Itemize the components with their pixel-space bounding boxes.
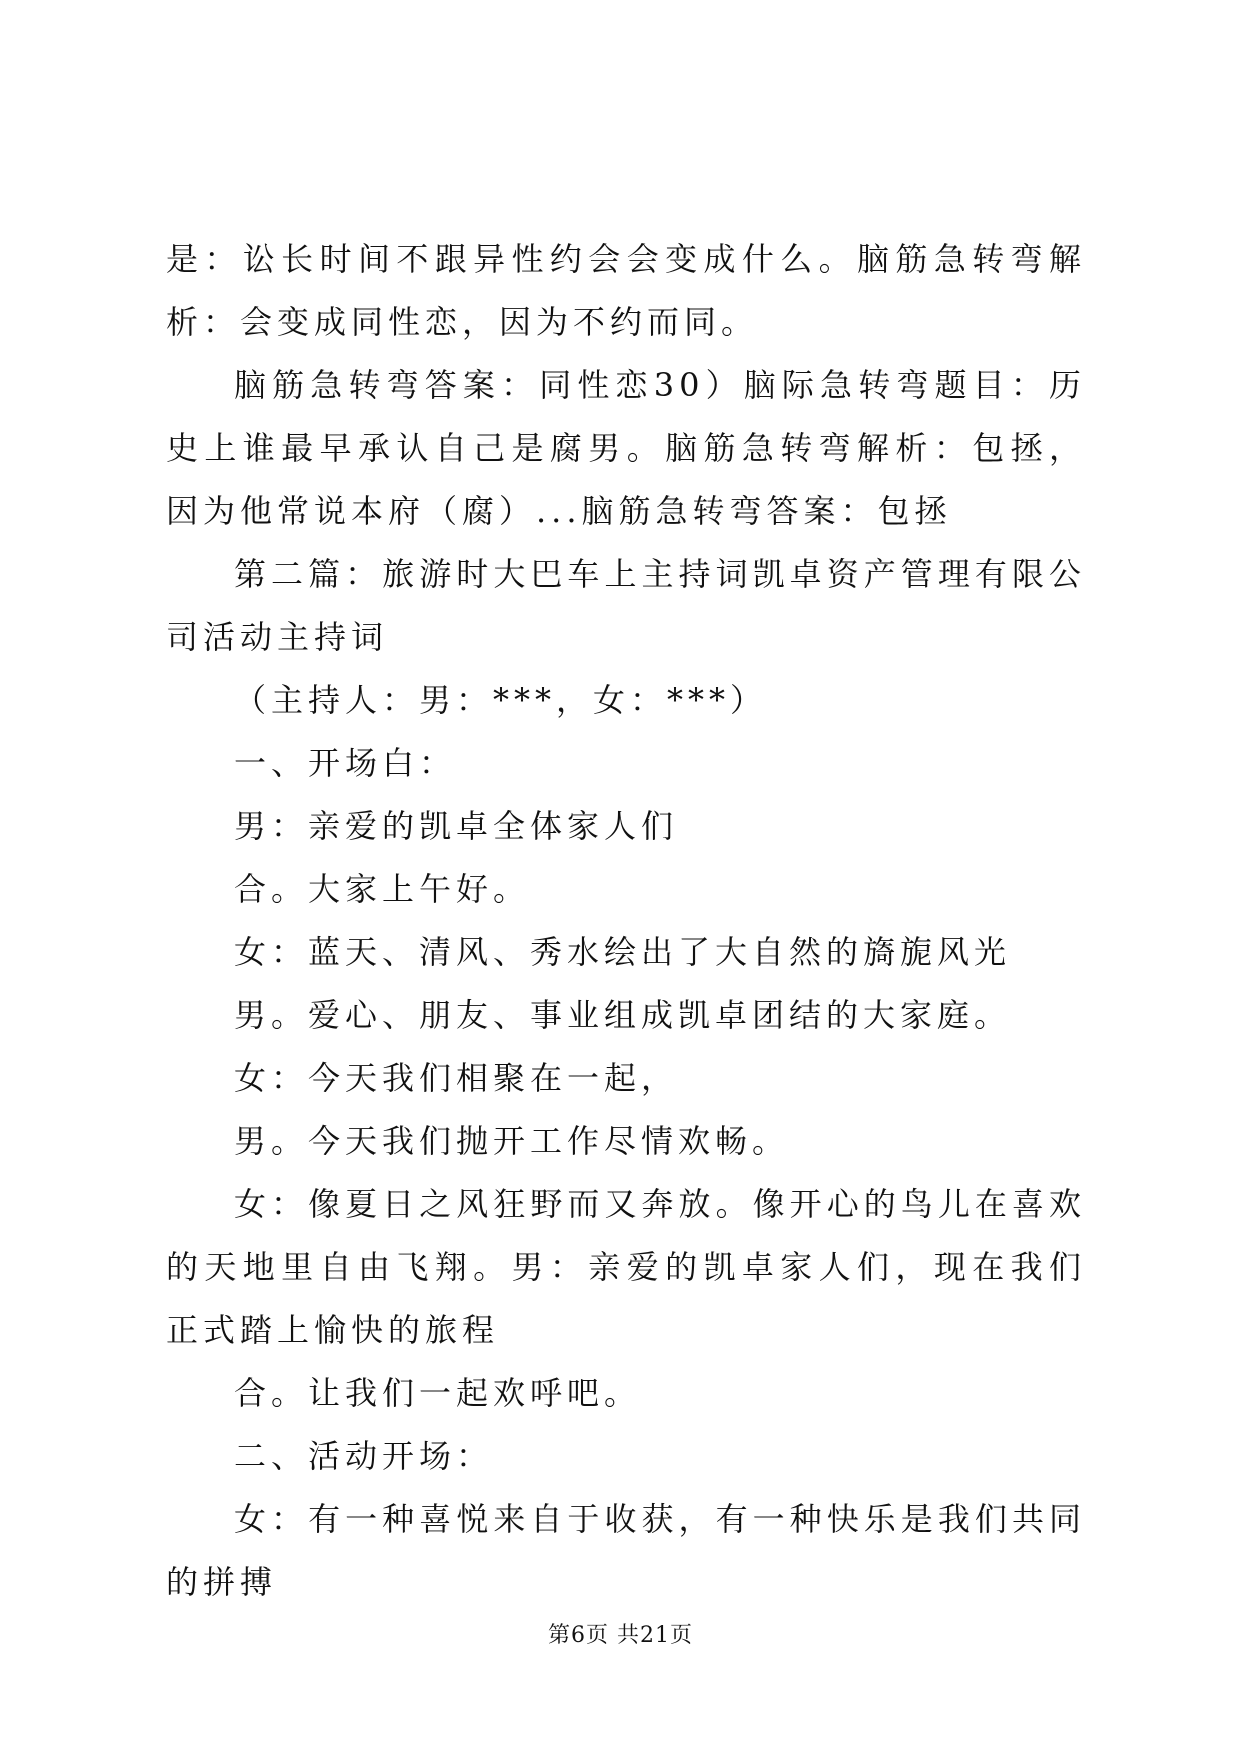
paragraph-1: 是：讼长时间不跟异性约会会变成什么。脑筋急转弯解析：会变成同性恋，因为不约而同。 <box>166 240 1086 341</box>
paragraph-5: 一、开场白： <box>234 744 457 782</box>
paragraph-15: 女：有一种喜悦来自于收获，有一种快乐是我们共同的拼搏 <box>166 1500 1086 1601</box>
paragraph-3: 第二篇：旅游时大巴车上主持词凯卓资产管理有限公司活动主持词 <box>166 555 1086 656</box>
paragraph-14: 二、活动开场： <box>234 1437 494 1475</box>
page-footer: 第6页 共21页 <box>548 1623 693 1648</box>
paragraph-8: 女：蓝天、清风、秀水绘出了大自然的旖旎风光 <box>234 933 1012 971</box>
paragraph-2: 脑筋急转弯答案：同性恋30）脑际急转弯题目：历史上谁最早承认自己是腐男。脑筋急转弯解析：包拯，因为他常说本府（腐）...脑筋急转弯答案：包拯 <box>166 366 1086 530</box>
paragraph-12: 女：像夏日之风狂野而又奔放。像开心的鸟儿在喜欢的天地里自由飞翔。男：亲爱的凯卓家人们，现在我们正式踏上愉快的旅程 <box>166 1185 1086 1349</box>
paragraph-7: 合。大家上午好。 <box>234 870 531 908</box>
paragraph-10: 女：今天我们相聚在一起， <box>234 1059 679 1097</box>
paragraph-13: 合。让我们一起欢呼吧。 <box>234 1374 642 1412</box>
paragraph-4: （主持人：男：***，女：***） <box>234 681 768 719</box>
paragraph-6: 男：亲爱的凯卓全体家人们 <box>234 807 679 845</box>
document-body <box>166 228 1086 1614</box>
paragraph-11: 男。今天我们抛开工作尽情欢畅。 <box>234 1122 790 1160</box>
paragraph-9: 男。爱心、朋友、事业组成凯卓团结的大家庭。 <box>234 996 1012 1034</box>
